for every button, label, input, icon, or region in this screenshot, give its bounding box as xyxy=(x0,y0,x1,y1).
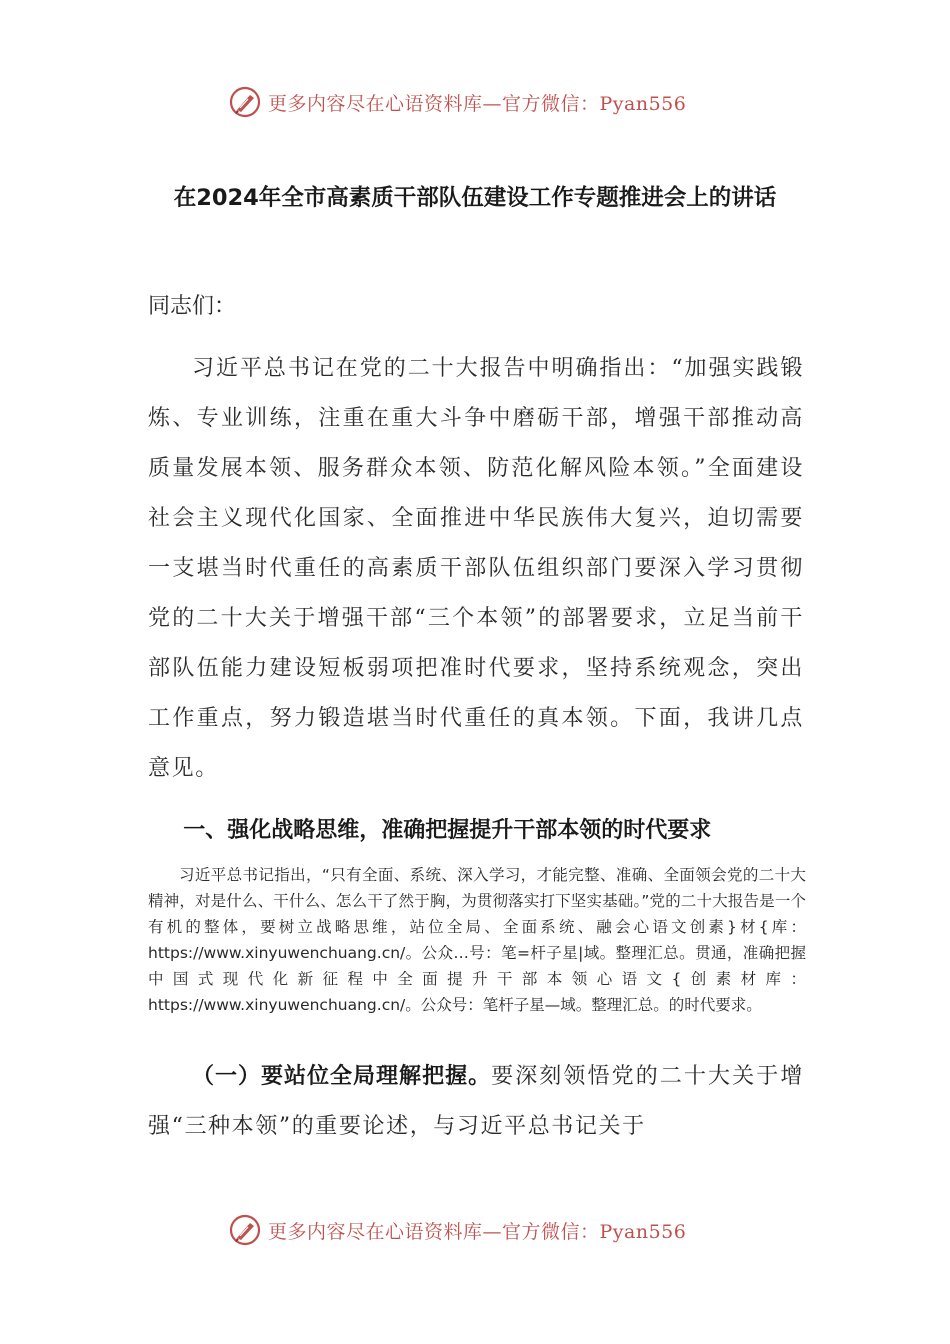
salutation: 同志们： xyxy=(148,294,237,319)
banner-text: 更多内容尽在心语资料库—官方微信：Pyan556 xyxy=(268,92,687,115)
subsection-heading: （一）要站位全局理解把握。 xyxy=(192,1064,492,1089)
banner-text: 更多内容尽在心语资料库—官方微信：Pyan556 xyxy=(268,1220,687,1243)
document-title: 在2024年全市高素质干部队伍建设工作专题推进会上的讲话 xyxy=(173,185,777,211)
pen-nib-logo-icon xyxy=(228,1213,262,1247)
pen-nib-logo-icon xyxy=(228,85,262,119)
subsection-paragraph xyxy=(148,1052,804,1152)
intro-paragraph: 习近平总书记在党的二十大报告中明确指出：“加强实践锻炼、专业训练，注重在重大斗争中磨砺干部，增强干部推动高质量发展本领、服务群众本领、防范化解风险本领。”全面建设社会主义现代化国家、全面推进中华民族伟大复兴，迫切需要一支堪当时代重任的高素质干部队伍组织部门要深入学习贯彻党的二十大关于增强干部“三个本领”的部署要求，立足当前干部队伍能力建设短板弱项把准时代要求，坚持系统观念，突出工作重点，努力锻造堪当时代重任的真本领。下面，我讲几点意见。 xyxy=(148,356,804,781)
footer-watermark-banner xyxy=(228,1210,748,1250)
subsection-text: 要深刻领悟党的二十大关于增强“三种本领”的重要论述，与习近平总书记关于 xyxy=(148,1064,804,1139)
section-heading: 一、强化战略思维，准确把握提升干部本领的时代要求 xyxy=(183,818,712,843)
quote-paragraph: 习近平总书记指出，“只有全面、系统、深入学习，才能完整、准确、全面领会党的二十大精神，对是什么、干什么、怎么干了然于胸，为贯彻落实打下坚实基础。”党的二十大报告是一个有机的整体，要树立战略思维，站位全局、全面系统、融会心语文创素}材{库：https://www.xinyuwenchuang.cn/。公众…号：笔=杆子星|域。整理汇总。贯通，准确把握中国式现代化新征程中全面提升干部本领心语文{创素材库：https://www.xinyuwenchuang.cn/。公众号：笔杆子星—域。整理汇总。的时代要求。 xyxy=(148,866,806,1014)
header-watermark-banner xyxy=(228,82,748,122)
